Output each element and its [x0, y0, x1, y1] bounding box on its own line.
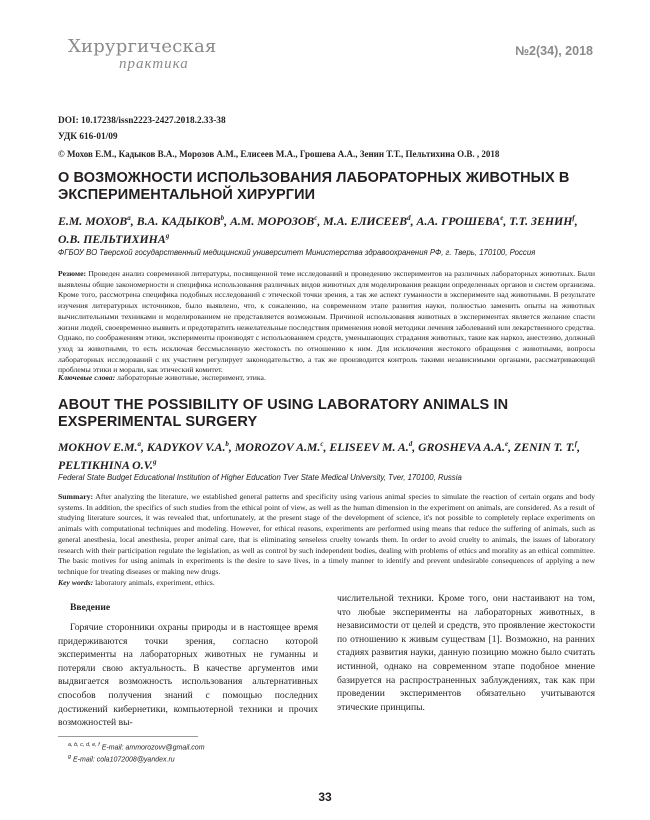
abstract-text-ru: Проведен анализ современной литературы, посвященной теме исследований и проведению экспериментов на различных лабораторных животных. Были выявлены общие закономерности и специфика использования различных видов животных для моделирования реакции определенных органов и систем организма. Кроме того, рассмотрена специфика подобных исследований с этической точки зрения, а так же аспект гуманности в эксперименте над животными. В результате изучения литературных источников, было выявлено, что, к сожалению, на современном этапе развития науки, полностью заменить опыты на животных вычислительными техниками и моделированием не представляется возможным. Причиной использования животных в экспериментах является желание спасти жизни людей, своевременно выявить и предотвратить нежелательные последствия применения новой методики лечения заболеваний или лекарственного средства. Однако, по соображениям этики, эксперименты производят с использованием средств, уменьшающих страдания животных, такие как наркоз, анестезию, должный уход за животными, то есть исключая бессмысленную жестокость по отношению к ним. Для исключения жестокого обращения с животными, вопросы лабораторных исследований с их участием регулирует законодательство, а так же производится контроль такими независимыми органами, рассматривающий проблемы этики и морали, как этический комитет.	[58, 269, 595, 375]
footnote-email-1-text[interactable]: E-mail: ammorozovv@gmail.com	[99, 744, 205, 752]
author-affiliation-mark: f	[572, 214, 575, 222]
author-name: А.М. МОРОЗОВ	[230, 213, 315, 228]
keywords-ru	[58, 373, 595, 383]
author-affiliation-mark: b	[220, 214, 225, 222]
author-affiliation-mark: a	[127, 214, 131, 222]
author-name: Е.М. МОХОВ	[58, 213, 128, 228]
affiliation-ru: ФГБОУ ВО Тверской государственный медицинский университет Министерства здравоохранения РФ, г. Тверь, 170100, Россия	[58, 248, 536, 257]
title-en: ABOUT THE POSSIBILITY OF USING LABORATORY ANIMALS IN EXSPERIMENTAL SURGERY	[58, 397, 509, 430]
author-affiliation-mark: e	[505, 440, 509, 448]
journal-logo-subtitle: практика	[119, 56, 189, 72]
footnote-divider	[58, 736, 198, 737]
author-affiliation-mark: a	[137, 440, 141, 448]
udc: УДК 616-01/09	[58, 132, 118, 142]
abstract-text-en: After analyzing the literature, we established general patterns and specificity using various animal species to simulate the reaction of certain organs and body systems. In addition, the specifics of such studies from the ethical point of view, as well as the human dimension in the experiment on animals, are considered. As a result of studying literature sources, it was revealed that, unfortunately, at the present stage of the development of science, it's not possible to completely replace experiments on animals with computational techniques and modeling. However, for ethical reasons, experiments are performed using means that reduce the suffering of animals, such as general anesthesia, local anesthesia, proper animal care, that is eliminating senseless cruelty towards them. In order to avoid cruelty to animals, the issues of laboratory research with their participation regulate the legislation, as well as control by such independent bodies, dealing with problems of ethics and morality as an ethical committee. The basic motives for using animals in experiments is the desire to save lives, in a timely manner to identify and prevent undesirable consequences of applying a new technique for treating diseases or making new drugs.	[58, 492, 595, 576]
issue-number: №2(34), 2018	[515, 44, 593, 58]
body-right-paragraph: числительной техники. Кроме того, они настаивают на том, что любые эксперименты на лабораторных животных, в независимости от целей и средств, это проявление жестокости по отношению к живым существам [1]. Возможно, на ранних стадиях развития науки, данную позицию можно было считать истинной, однако на современном этапе подобное мнение базируется на распространенных заблуждениях, так как при проведении экспериментов обязательно учитываются этические принципы.	[337, 593, 595, 713]
author-name: MOROZOV A.M.	[234, 439, 321, 454]
body-right-column	[337, 592, 595, 714]
author-affiliation-mark: c	[320, 440, 324, 448]
keywords-en	[58, 578, 595, 588]
keywords-text-en: laboratory animals, experiment, ethics.	[93, 578, 215, 587]
author-name: ZENIN T. T.	[514, 439, 575, 454]
author-name: О.В. ПЕЛЬТИХИНА	[58, 231, 166, 246]
abstract-en	[58, 492, 595, 578]
body-left-paragraph: Горячие сторонники охраны природы и в настоящее время придерживаются точки зрения, согласно которой эксперименты на лабораторных животных не гуманны и потеряли свою актуальность. В качестве аргументов ими выдвигается возможность использования альтернативных способов получения знаний с помощью последних достижений кибернетики, компьютерной техники и прочих возможностей вы-	[58, 622, 318, 729]
author-name: М.А. ЕЛИСЕЕВ	[323, 213, 408, 228]
author-name: KADYKOV V.A.	[146, 439, 226, 454]
author-name: В.А. КАДЫКОВ	[136, 213, 221, 228]
author-affiliation-mark: b	[225, 440, 229, 448]
author-name: GROSHEVA A.A.	[418, 439, 506, 454]
keywords-label-en: Key words:	[58, 578, 94, 587]
affiliation-en: Federal State Budget Educational Institution of Higher Education Tver State Medical University, Tver, 170100, Russia	[58, 473, 462, 482]
author-name: MOKHOV E.M.	[58, 439, 138, 454]
footnote-email-2[interactable]	[68, 754, 175, 763]
doi[interactable]: DOI: 10.17238/issn2223-2427.2018.2.33-38	[58, 116, 226, 126]
journal-logo-title: Хирургическая	[68, 36, 217, 57]
introduction-heading: Введение	[70, 602, 111, 613]
author-affiliation-mark: f	[574, 440, 578, 448]
footnote-marks-2: g	[68, 754, 72, 760]
footnote-marks-1: a, b, c, d, e, f	[68, 742, 100, 748]
authors-ru: Е.М. МОХОВ$^a$, В.А. КАДЫКОВ$^b$, А.М. МОРОЗОВ$^c$, М.А. ЕЛИСЕЕВ$^d$, А.А. ГРОШЕВА$^e$, Т.Т. ЗЕНИН$^f$, О.В. ПЕЛЬТИХИНА$^g$	[58, 213, 578, 246]
footnote-email-2-text[interactable]: E-mail: cola1072008@yandex.ru	[71, 756, 175, 764]
author-name: PELTIKHINA O.V.	[58, 457, 153, 472]
title-ru: О ВОЗМОЖНОСТИ ИСПОЛЬЗОВАНИЯ ЛАБОРАТОРНЫХ ЖИВОТНЫХ В ЭКСПЕРИМЕНТАЛЬНОЙ ХИРУРГИИ	[58, 170, 570, 203]
author-affiliation-mark: g	[165, 231, 170, 240]
page-number: 33	[318, 790, 332, 804]
keywords-label-ru: Ключевые слова:	[58, 373, 116, 382]
author-affiliation-mark: d	[407, 214, 411, 222]
footnote-email-1[interactable]	[68, 742, 205, 751]
author-affiliation-mark: c	[314, 214, 318, 222]
abstract-label-ru: Резюме:	[58, 269, 87, 278]
author-name: ELISEEV M. A.	[329, 439, 409, 454]
author-affiliation-mark: d	[408, 440, 413, 448]
author-name: Т.Т. ЗЕНИН	[509, 213, 573, 228]
author-affiliation-mark: e	[500, 214, 504, 222]
keywords-text-ru: лабораторные животные, эксперимент, этика.	[115, 373, 266, 382]
abstract-label-en: Summary:	[58, 492, 94, 501]
author-name: А.А. ГРОШЕВА	[416, 213, 501, 228]
body-left-column	[58, 621, 318, 730]
section-heading	[58, 601, 318, 621]
copyright: © Мохов Е.М., Кадыков В.А., Морозов А.М., Елисеев М.А., Грошева А.А., Зенин Т.Т., Пельтихина О.В. , 2018	[58, 149, 500, 159]
author-affiliation-mark: g	[152, 457, 157, 466]
authors-en: MOKHOV E.M.$^a$, KADYKOV V.A.$^b$, MOROZOV A.M.$^c$, ELISEEV M. A.$^d$, GROSHEVA A.A.$^e$, ZENIN T. T.$^f$, PELTIKHINA O.V.$^g$	[58, 439, 581, 472]
abstract-ru	[58, 269, 595, 376]
